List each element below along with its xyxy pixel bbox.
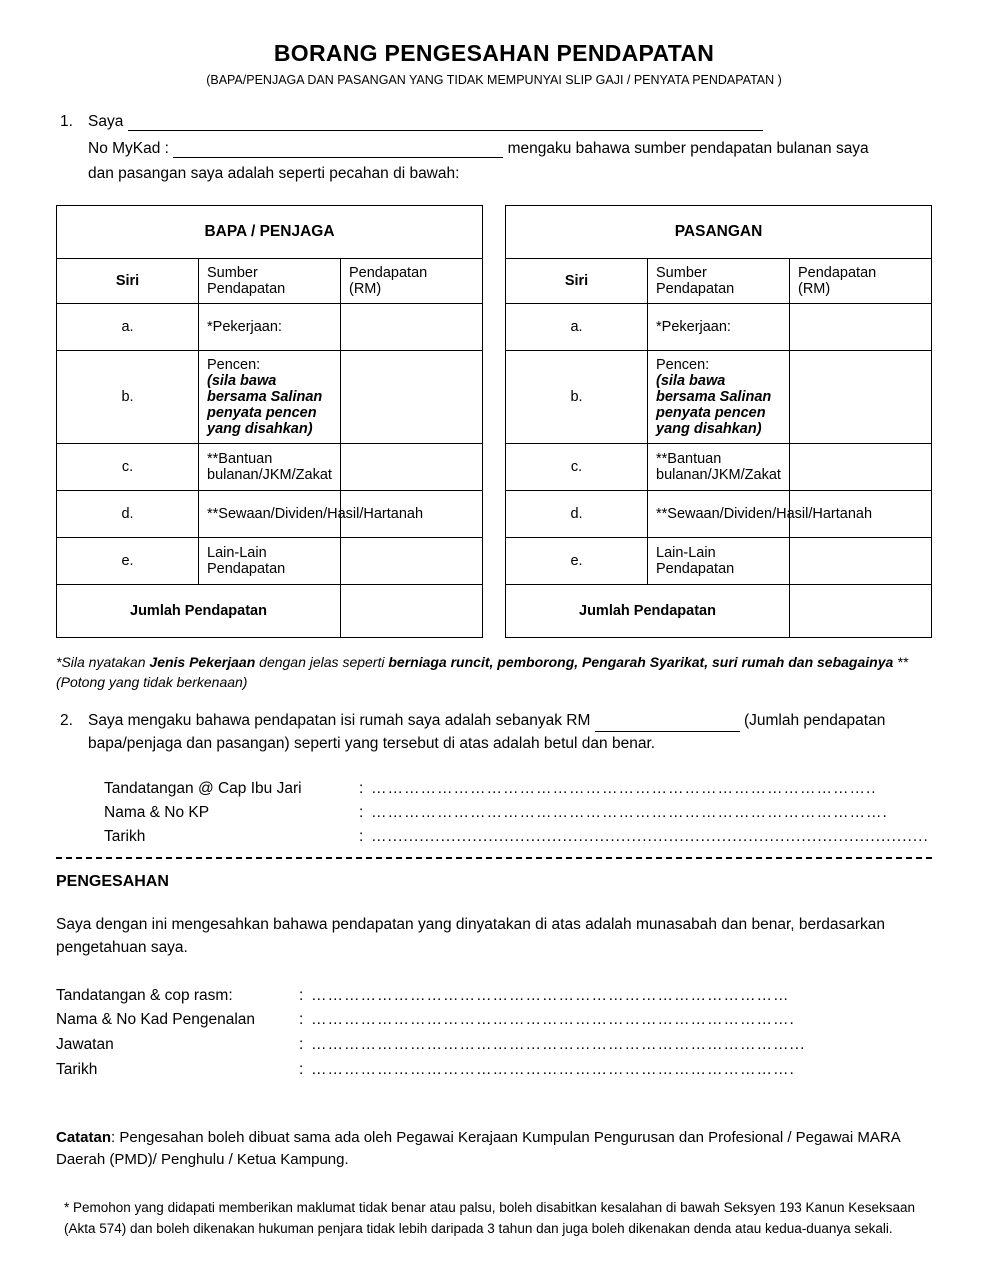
- row-a-siri: a.: [506, 304, 648, 351]
- signature-label-nama: Nama & No KP: [104, 804, 210, 822]
- table-row: [506, 304, 932, 351]
- row-a-label: *Pekerjaan:: [648, 304, 790, 351]
- income-table-spouse: [505, 205, 932, 638]
- col-header-amount-line2: (RM): [349, 281, 382, 297]
- row-a-siri: a.: [57, 304, 199, 351]
- col-header-amount: [341, 259, 483, 304]
- footnote-part2: dengan jelas seperti: [255, 654, 389, 670]
- table-row: [57, 351, 483, 444]
- row-c-amount[interactable]: [790, 444, 932, 491]
- clause-1-line2: dan pasangan saya adalah seperti pecahan di bawah:: [88, 165, 460, 182]
- row-e-label: Lain-Lain Pendapatan: [199, 538, 341, 585]
- clause-2-number: 2.: [60, 711, 73, 729]
- applicant-signature-block: [104, 777, 932, 849]
- legal-footnote: * Pemohon yang didapati memberikan maklumat tidak benar atau palsu, boleh disabitkan kesalahan di bawah Seksyen 193 Kanun Keseksaan (Akta 574) dan boleh dikenakan hukuman penjara tidak lebih daripada 3 tahun dan juga boleh dikenakan denda atau kedua-duanya sekali.: [64, 1199, 916, 1236]
- total-label: Jumlah Pendapatan: [506, 585, 790, 638]
- table-row: [506, 444, 932, 491]
- household-income-field[interactable]: [595, 716, 740, 732]
- verifier-field-jawatan[interactable]: ……………………………………………………………………………...: [311, 1036, 806, 1054]
- signature-field-tarikh[interactable]: …......................................................................................................: [371, 828, 929, 846]
- verifier-field-tandatangan[interactable]: ……………………………………………………………………………: [311, 986, 790, 1004]
- clause-2-text2: (Jumlah pendapatan bapa/penjaga dan pasangan) seperti yang tersebut di atas adalah betul dan benar.: [88, 711, 886, 752]
- row-b-sublabel: (sila bawa bersama Salinan penyata pencen yang disahkan): [656, 373, 772, 437]
- col-header-amount: [790, 259, 932, 304]
- table-row: [57, 538, 483, 585]
- signature-field-nama[interactable]: ………………………………………………………………………………….: [371, 804, 888, 822]
- signature-row: [104, 801, 932, 825]
- table-heading-spouse: PASANGAN: [506, 206, 932, 259]
- verifier-row: [56, 1058, 932, 1083]
- row-d-siri: d.: [506, 491, 648, 538]
- table-row: [506, 538, 932, 585]
- clause-2: [56, 709, 932, 756]
- row-a-label: *Pekerjaan:: [199, 304, 341, 351]
- verifier-label-jawatan: Jawatan: [56, 1036, 114, 1054]
- clause-1-after-mykad: mengaku bahawa sumber pendapatan bulanan saya: [507, 140, 869, 157]
- verifier-colon: :: [299, 1061, 304, 1079]
- clause-2-text1: Saya mengaku bahawa pendapatan isi rumah saya adalah sebanyak RM: [88, 711, 591, 729]
- table-row: [506, 351, 932, 444]
- signature-colon: :: [359, 828, 364, 846]
- footnote-bold1: Jenis Pekerjaan: [149, 654, 256, 670]
- row-c-amount[interactable]: [341, 444, 483, 491]
- signature-label-tarikh: Tarikh: [104, 828, 146, 846]
- section-divider: [56, 857, 932, 859]
- signature-row: [104, 777, 932, 801]
- row-d-siri: d.: [57, 491, 199, 538]
- row-c-label: **Bantuan bulanan/JKM/Zakat: [648, 444, 790, 491]
- signature-field-tandatangan[interactable]: ………………………………………………………………………………..: [371, 780, 877, 798]
- table-row: [506, 491, 932, 538]
- footnote-bold2: berniaga runcit, pemborong, Pengarah Syarikat, suri rumah dan sebagainya: [388, 654, 894, 670]
- income-table-father: [56, 205, 483, 638]
- row-c-siri: c.: [57, 444, 199, 491]
- total-amount[interactable]: [790, 585, 932, 638]
- clause-1-saya-label: Saya: [88, 113, 124, 130]
- signature-colon: :: [359, 804, 364, 822]
- verifier-row: [56, 984, 932, 1009]
- verifier-row: [56, 1033, 932, 1058]
- row-b-amount[interactable]: [790, 351, 932, 444]
- table-footnote: [56, 652, 932, 693]
- verifier-label-tandatangan: Tandatangan & cop rasm:: [56, 986, 233, 1004]
- col-header-sumber: Sumber Pendapatan: [199, 259, 341, 304]
- row-b-siri: b.: [57, 351, 199, 444]
- row-b-amount[interactable]: [341, 351, 483, 444]
- catatan-note: [56, 1127, 932, 1172]
- clause-1: [56, 113, 932, 183]
- footnote-part1: *Sila nyatakan: [56, 654, 150, 670]
- row-b-label-cell: [648, 351, 790, 444]
- income-tables: [56, 205, 932, 638]
- applicant-name-field[interactable]: [128, 115, 763, 131]
- row-b-label: Pencen:: [207, 357, 261, 373]
- table-heading-father: BAPA / PENJAGA: [57, 206, 483, 259]
- page-subtitle: (BAPA/PENJAGA DAN PASANGAN YANG TIDAK MEMPUNYAI SLIP GAJI / PENYATA PENDAPATAN ): [206, 73, 782, 87]
- row-c-siri: c.: [506, 444, 648, 491]
- page-title: BORANG PENGESAHAN PENDAPATAN: [273, 40, 715, 66]
- row-e-label: Lain-Lain Pendapatan: [648, 538, 790, 585]
- signature-row: [104, 825, 932, 849]
- col-header-siri: Siri: [57, 259, 199, 304]
- row-d-label: **Sewaan/Dividen/Hasil/Hartanah: [648, 491, 790, 538]
- table-row: [57, 444, 483, 491]
- table-total-row: [506, 585, 932, 638]
- clause-1-number: 1.: [60, 113, 73, 130]
- row-e-amount[interactable]: [790, 538, 932, 585]
- row-e-siri: e.: [57, 538, 199, 585]
- catatan-text: : Pengesahan boleh dibuat sama ada oleh Pegawai Kerajaan Kumpulan Pengurusan dan Profesional / Pegawai MARA Daerah (PMD)/ Penghulu / Ketua Kampung.: [56, 1128, 900, 1169]
- footnote-part3: ** (Potong yang tidak berkenaan): [56, 654, 909, 691]
- row-a-amount[interactable]: [790, 304, 932, 351]
- col-header-amount-line1: Pendapatan: [349, 265, 428, 281]
- table-total-row: [57, 585, 483, 638]
- verifier-colon: :: [299, 986, 304, 1004]
- verifier-colon: :: [299, 1036, 304, 1054]
- total-amount[interactable]: [341, 585, 483, 638]
- row-b-label-cell: [199, 351, 341, 444]
- verifier-field-nama[interactable]: …………………………………………………………………………….: [311, 1011, 795, 1029]
- col-header-amount-line1: Pendapatan: [798, 265, 877, 281]
- row-a-amount[interactable]: [341, 304, 483, 351]
- col-header-amount-line2: (RM): [798, 281, 831, 297]
- verifier-row: [56, 1008, 932, 1033]
- verifier-label-tarikh: Tarikh: [56, 1061, 98, 1079]
- signature-label-tandatangan: Tandatangan @ Cap Ibu Jari: [104, 780, 302, 798]
- table-row: [57, 491, 483, 538]
- row-b-sublabel: (sila bawa bersama Salinan penyata pencen yang disahkan): [207, 373, 323, 437]
- verifier-signature-block: [56, 984, 932, 1083]
- col-header-siri: Siri: [506, 259, 648, 304]
- col-header-sumber: Sumber Pendapatan: [648, 259, 790, 304]
- pengesahan-paragraph: Saya dengan ini mengesahkan bahawa pendapatan yang dinyatakan di atas adalah munasabah dan benar, berdasarkan pengetahuan saya.: [56, 916, 886, 957]
- table-row: [57, 304, 483, 351]
- clause-1-mykad-label: No MyKad :: [88, 140, 169, 157]
- verifier-field-tarikh[interactable]: …………………………………………………………………………….: [311, 1061, 795, 1079]
- row-d-label: **Sewaan/Dividen/Hasil/Hartanah: [199, 491, 341, 538]
- row-c-label: **Bantuan bulanan/JKM/Zakat: [199, 444, 341, 491]
- row-e-siri: e.: [506, 538, 648, 585]
- verifier-label-nama: Nama & No Kad Pengenalan: [56, 1011, 256, 1029]
- section-title-pengesahan: PENGESAHAN: [56, 873, 169, 891]
- row-b-label: Pencen:: [656, 357, 710, 373]
- catatan-label: Catatan: [56, 1128, 112, 1146]
- row-b-siri: b.: [506, 351, 648, 444]
- signature-colon: :: [359, 780, 364, 798]
- verifier-colon: :: [299, 1011, 304, 1029]
- total-label: Jumlah Pendapatan: [57, 585, 341, 638]
- mykad-number-field[interactable]: [173, 142, 503, 158]
- row-e-amount[interactable]: [341, 538, 483, 585]
